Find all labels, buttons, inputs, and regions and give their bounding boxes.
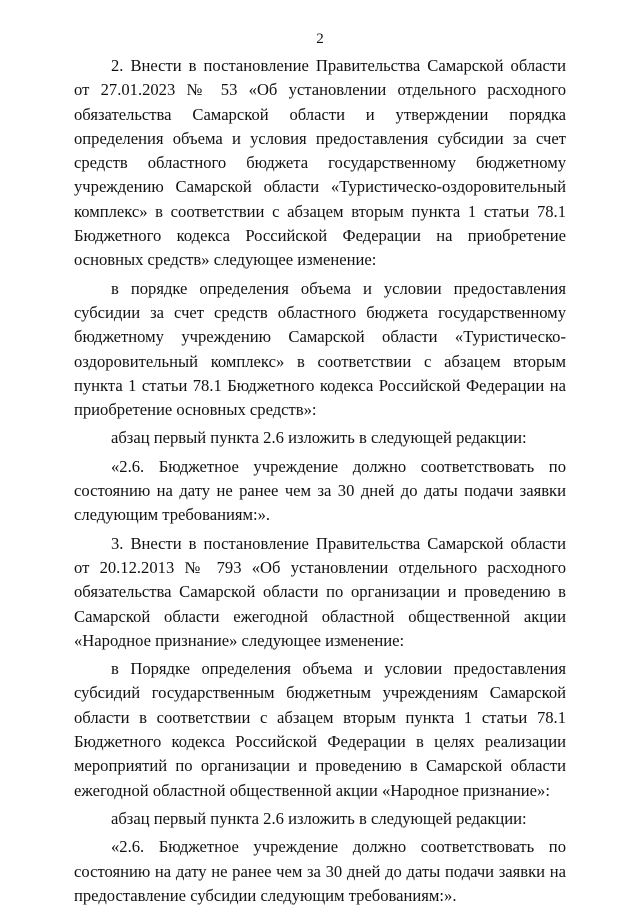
- paragraph-procedure-1: в порядке определения объема и условии предоставления субсидии за счет средств областного бюджета государственному бюджетному учреждению Самарской области «Туристическо-оздоровительный комплекс» в соответствии с абзацем вторым пункта 1 статьи 78.1 Бюджетного кодекса Российской Федерации на приобретение основных средств»:: [74, 278, 566, 420]
- paragraph-item-3: 3. Внести в постановление Правительства Самарской области от 20.12.2013 № 793 «Об установлении отдельного расходного обязательства Самарской области по организации и проведению в Самарской области ежегодной областной общественной акции «Народное признание» следующее изменение:: [74, 533, 566, 650]
- paragraph-new-text-1: «2.6. Бюджетное учреждение должно соответствовать по состоянию на дату не ранее чем за 30 дней до даты подачи заявки следующим требованиям:».: [74, 456, 566, 525]
- paragraph-item-2: 2. Внести в постановление Правительства Самарской области от 27.01.2023 № 53 «Об установлении отдельного расходного обязательства Самарской области и утверждении порядка определения объема и условия предоставления субсидии за счет средств областного бюджета государственному бюджетному учреждению Самарской области «Туристическо-оздоровительный комплекс» в соответствии с абзацем вторым пункта 1 статьи 78.1 Бюджетного кодекса Российской Федерации на приобретение основных средств» следующее изменение:: [74, 56, 566, 270]
- page-number: 2: [316, 31, 324, 47]
- document-body: [74, 54, 566, 908]
- paragraph-amendment-note-2: абзац первый пункта 2.6 изложить в следующей редакции:: [111, 808, 527, 828]
- paragraph-new-text-2: «2.6. Бюджетное учреждение должно соответствовать по состоянию на дату не ранее чем за 30 дней до даты подачи заявки на предоставление субсидии следующим требованиям:».: [74, 837, 566, 905]
- paragraph-procedure-2: в Порядке определения объема и условии предоставления субсидий государственным бюджетным учреждениям Самарской области в соответствии с абзацем вторым пункта 1 статьи 78.1 Бюджетного кодекса Российской Федерации в целях реализации мероприятий по организации и проведению в Самарской области ежегодной областной общественной акции «Народное признание»:: [74, 659, 566, 800]
- paragraph-amendment-note-1: абзац первый пункта 2.6 изложить в следующей редакции:: [111, 428, 527, 448]
